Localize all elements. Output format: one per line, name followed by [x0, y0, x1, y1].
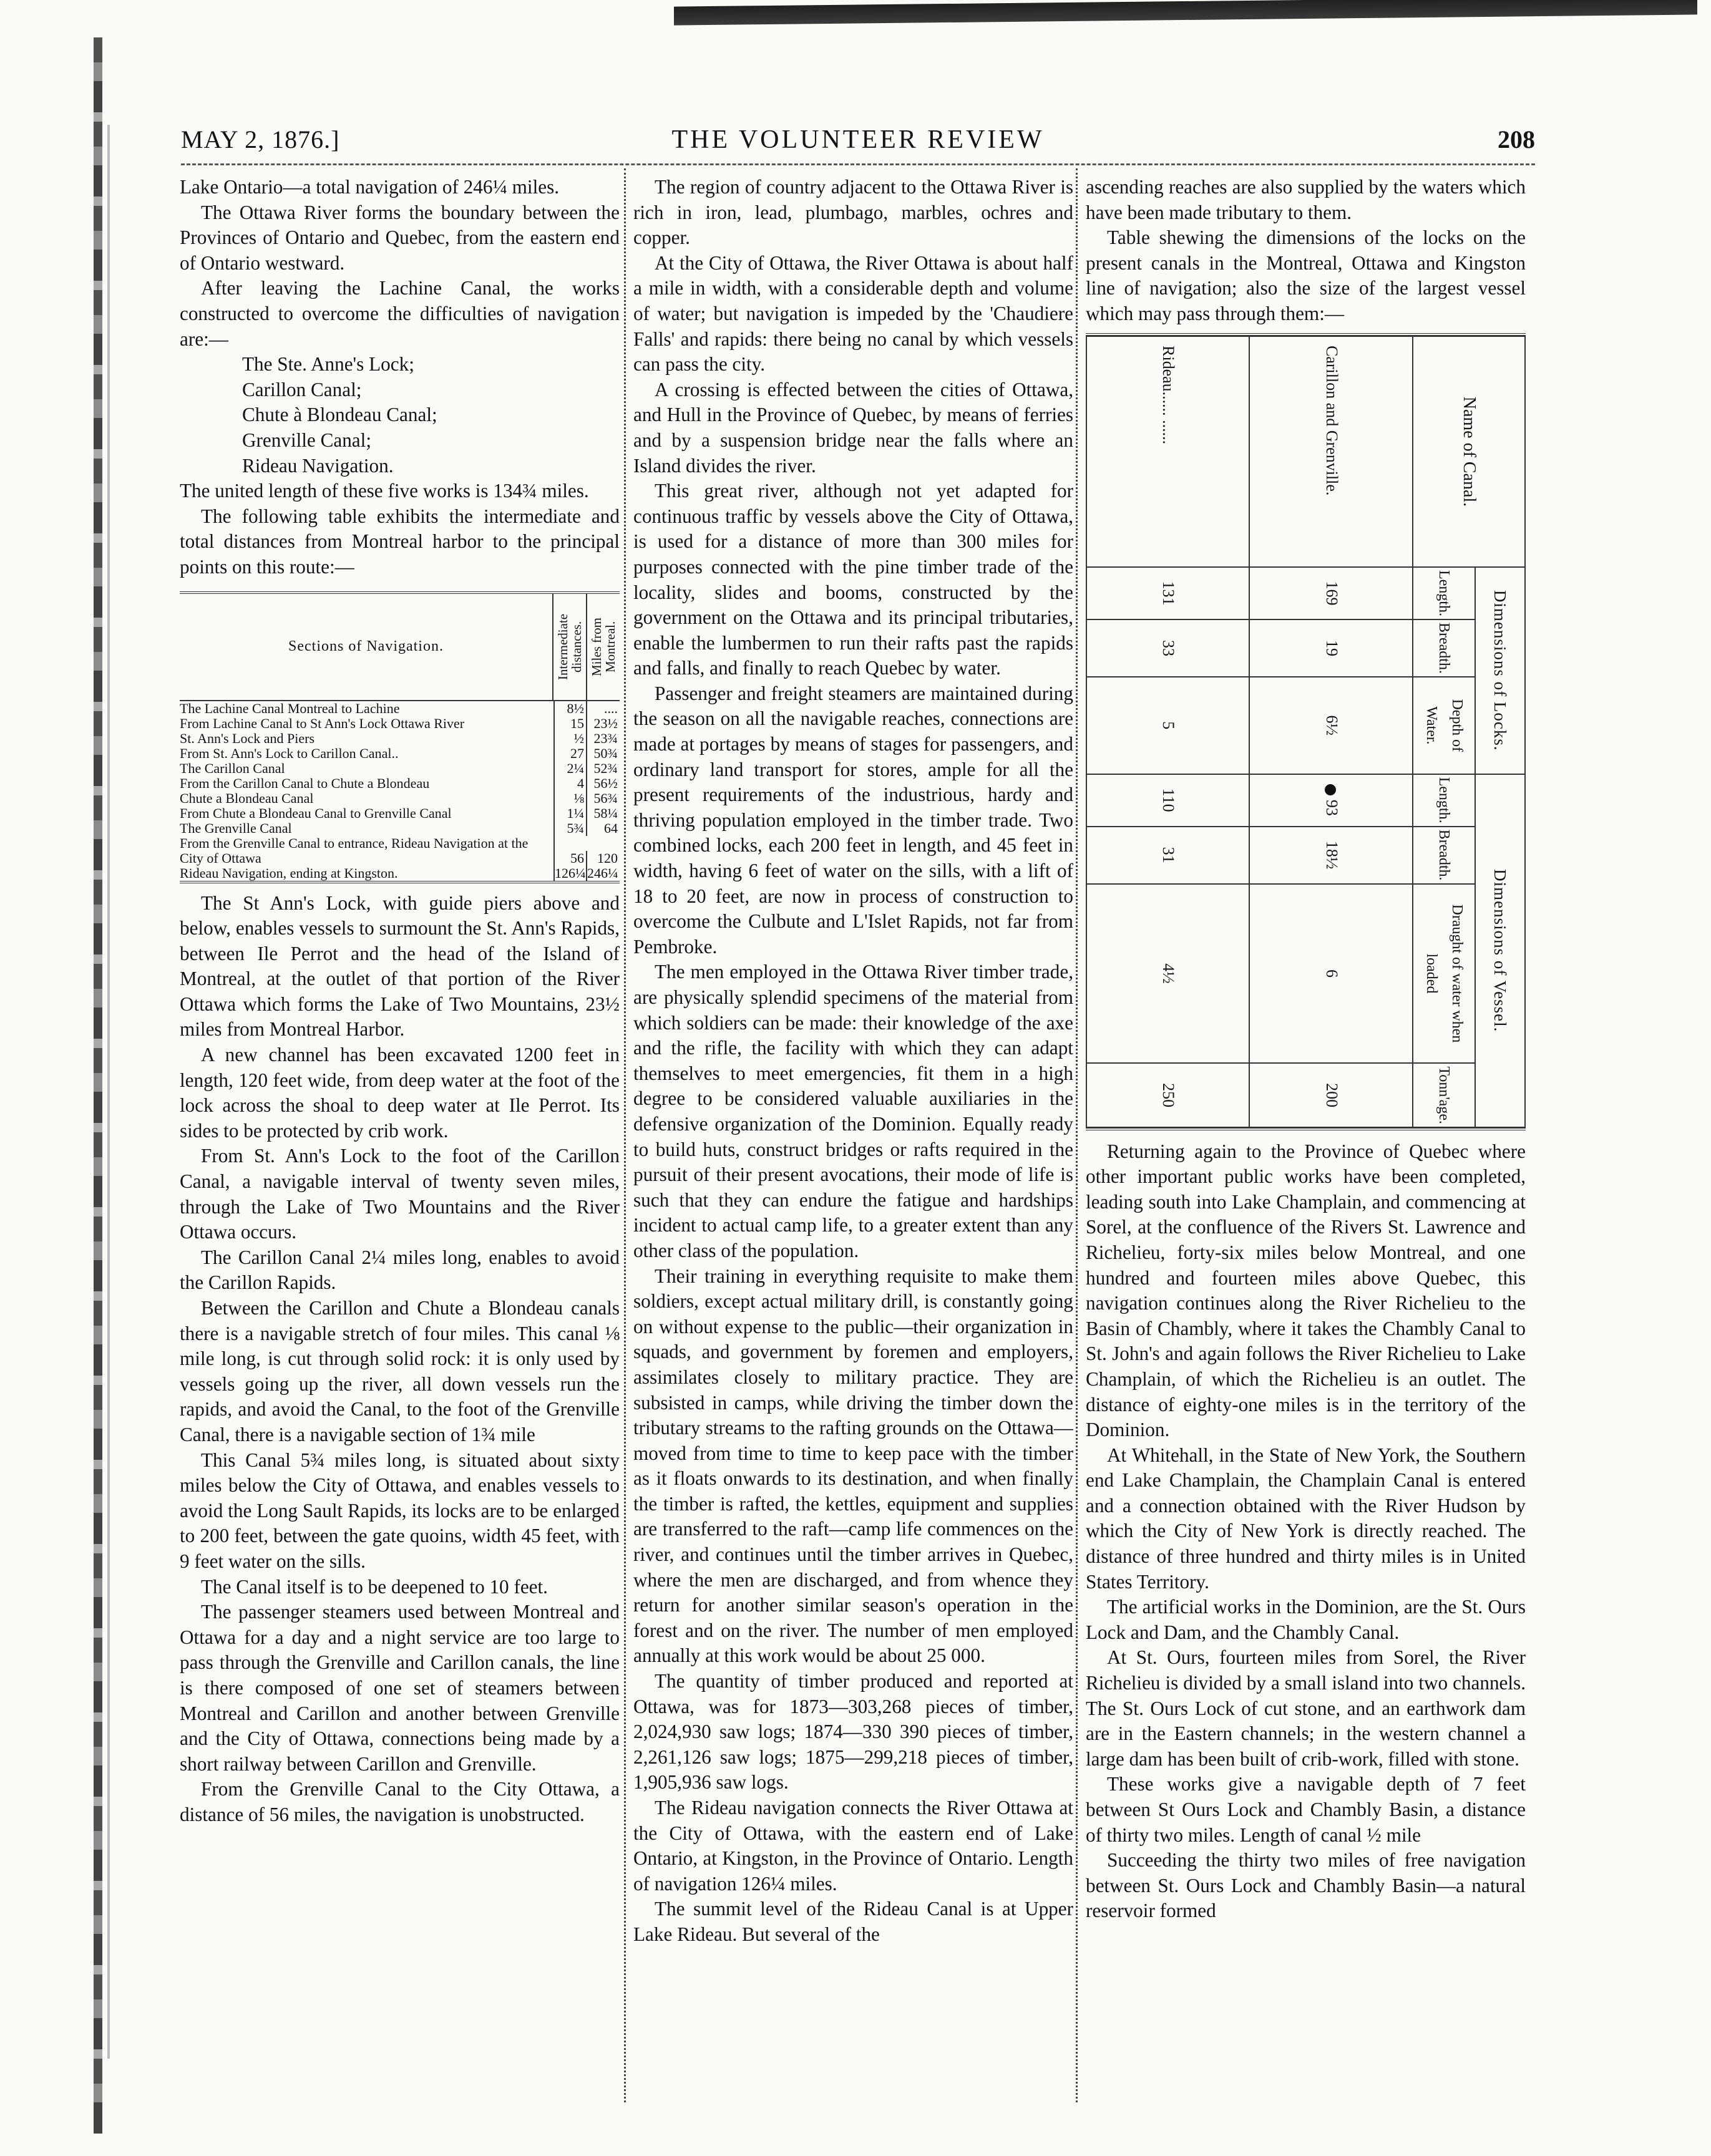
table-row	[180, 821, 620, 836]
draught: 4½	[1086, 883, 1250, 1063]
intermediate-distance: 4	[555, 776, 587, 791]
table-row	[180, 746, 620, 761]
paragraph: From the Grenville Canal to the City Ottawa, a distance of 56 miles, the navigation is unobstructed.	[180, 1778, 620, 1825]
locks-table-frame	[1086, 333, 1526, 1130]
paragraph: The following table exhibits the intermediate and total distances from Montreal harbor to the principal points on this route:—	[180, 505, 620, 578]
table-row	[180, 776, 620, 791]
intermediate-distance: ½	[555, 731, 587, 746]
paragraph: These works give a navigable depth of 7 feet between St Ours Lock and Chambly Basin, a distance of thirty two miles. Length of canal ½ mile	[1086, 1773, 1526, 1846]
paragraph: The summit level of the Rideau Canal is at Upper Lake Rideau. But several of the	[633, 1898, 1073, 1945]
total-distance: 120	[597, 850, 618, 866]
total-distance: 246¼	[587, 865, 618, 881]
tonnage: 200	[1250, 1063, 1413, 1127]
total-distance: 52¾	[593, 760, 618, 776]
section-name: Chute a Blondeau Canal	[180, 791, 555, 806]
paragraph: At Whitehall, in the State of New York, the Southern end Lake Champlain, the Champlain Canal is entered and a connection obtained with the River Hudson by which the City of New York is directly reached. The distance of three hundred and thirty miles is in United States Territory.	[1086, 1444, 1526, 1593]
canal-name: Rideau...... ......	[1086, 336, 1250, 567]
paragraph: A new channel has been excavated 1200 feet in length, 120 feet wide, from deep water at the foot of the lock across the shoal to deep water at Ile Perrot. Its sides to be protected by crib work.	[180, 1044, 620, 1142]
intermediate-distance: 126¼	[555, 866, 587, 881]
intermediate-distance: 2¼	[555, 761, 587, 776]
works-list	[180, 352, 620, 478]
distances-table	[180, 591, 620, 883]
paragraph: This great river, although not yet adapted for continuous traffic by vessels above the City of Ottawa, is used for a distance of more than 300 miles for purposes connected with the pine timber trade of the locality, slides and booms, constructed by the government on the Ottawa and its principal tributaries, enable the lumbermen to run their rafts past the rapids and falls, and finally to reach Quebec by water.	[633, 480, 1073, 679]
table-row	[1086, 336, 1250, 1127]
vessel-breadth: 18½	[1250, 826, 1413, 883]
depth-of-water: 5	[1086, 677, 1250, 774]
paragraph: At St. Ours, fourteen miles from Sorel, the River Richelieu is divided by a small island into two channels. The St. Ours Lock of cut stone, and an earthwork dam are in the Eastern channels; in the western channel a large dam has been built of crib-work, filled with stone.	[1086, 1646, 1526, 1770]
intermediate-distance: 15	[555, 716, 587, 731]
paragraph: The Canal itself is to be deepened to 10 feet.	[201, 1575, 548, 1598]
paragraph: The Rideau navigation connects the River Ottawa at the City of Ottawa, with the eastern end of Lake Ontario, at Kingston, in the Province of Ontario. Length of navigation 126¼ miles.	[633, 1797, 1073, 1895]
intermediate-distance: 27	[555, 746, 587, 761]
list-item: Grenville Canal;	[242, 429, 371, 451]
header-tonnage: Tonn'age.	[1413, 1063, 1475, 1127]
lock-breadth: 19	[1250, 619, 1413, 677]
table-row	[180, 701, 620, 716]
section-name: From the Grenville Canal to entrance, Rideau Navigation at the City of Ottawa	[180, 836, 555, 866]
lock-length: 131	[1086, 567, 1250, 619]
intermediate-distance: 8½	[555, 701, 587, 716]
total-distance: 58¼	[593, 805, 618, 821]
section-name: From the Carillon Canal to Chute a Blondeau	[180, 776, 555, 791]
total-distance: 23½	[593, 715, 618, 731]
paragraph: After leaving the Lachine Canal, the works constructed to overcome the difficulties of navigation are:—	[180, 277, 620, 350]
section-name: From St. Ann's Lock to Carillon Canal..	[180, 746, 555, 761]
paragraph: The passenger steamers used between Montreal and Ottawa for a day and a night service are too large to pass through the Grenville and Carillon canals, the line is there composed of one set of steamers between Montreal and Carillon and another between Grenville and the City of Ottawa, connections being made by a short railway between Carillon and Grenville.	[180, 1601, 620, 1775]
paragraph: The region of country adjacent to the Ottawa River is rich in iron, lead, plumbago, marbles, ochres and copper.	[633, 176, 1073, 249]
vessel-breadth: 31	[1086, 826, 1250, 883]
list-item: Rideau Navigation.	[242, 454, 394, 477]
lock-length: 169	[1250, 567, 1413, 619]
paragraph: A crossing is effected between the cities of Ottawa, and Hull in the Province of Quebec, by means of ferries and by a suspension bridge near the falls where an Island divides the river.	[633, 378, 1073, 477]
table-body	[180, 701, 620, 881]
section-name: The Lachine Canal Montreal to Lachine	[180, 701, 555, 716]
paragraph: The quantity of timber produced and reported at Ottawa, was for 1873—303,268 pieces of timber, 2,024,930 saw logs; 1874—330 390 pieces of timber, 2,261,126 saw logs; 1875—299,218 pieces of timber, 1,905,936 saw logs.	[633, 1670, 1073, 1794]
paragraph: Returning again to the Province of Quebec where other important public works have been completed, leading south into Lake Champlain, and commencing at Sorel, at the confluence of the Rivers St. Lawrence and Richelieu, forty-six miles below Montreal, and one hundred and fourteen miles above Quebec, this navigation continues along the River Richelieu to the Basin of Chambly, where it takes the Chambly Canal to St. John's and again follows the River Richelieu to Lake Champlain, of which the Richelieu is an outlet. The distance of eighty-one miles is in the territory of the Dominion.	[1086, 1140, 1526, 1441]
section-name: From Chute a Blondeau Canal to Grenville Canal	[180, 806, 555, 821]
header-dimensions-of-vessel: Dimensions of Vessel.	[1475, 774, 1525, 1127]
binding-edge-artifact	[94, 37, 102, 2134]
total-distance: ....	[604, 700, 618, 716]
header-depth-of-water: Depth of Water.	[1413, 677, 1475, 774]
paragraph: At the City of Ottawa, the River Ottawa is about half a mile in width, with a considerable depth and volume of water; but navigation is impeded by the 'Chaudiere Falls' and rapids: there being no canal by which vessels can pass the city.	[633, 251, 1073, 376]
section-name: From Lachine Canal to St Ann's Lock Ottawa River	[180, 716, 555, 731]
header-lock-length: Length.	[1413, 567, 1475, 619]
table-row	[1250, 336, 1413, 1127]
total-distance: 50¾	[593, 745, 618, 761]
canal-name: Carillon and Grenville.	[1250, 336, 1413, 567]
header-sections: Sections of Navigation.	[180, 594, 553, 700]
column-separator	[624, 168, 626, 2102]
paragraph: Succeeding the thirty two miles of free navigation between St. Ours Lock and Chambly Basin—a natural reservoir formed	[1086, 1849, 1526, 1922]
intermediate-distance: 5¾	[555, 821, 587, 836]
header-vessel-length: Length.	[1413, 774, 1475, 826]
header-total: Miles from Montreal.	[589, 617, 618, 676]
total-distance: 23¾	[593, 730, 618, 746]
paragraph: The St Ann's Lock, with guide piers above and below, enables vessels to surmount the St. Ann's Rapids, between Ile Perrot and the head of the Island of Montreal, at the outlet of that portion of the River Ottawa which forms the Lake of Two Mountains, 23½ miles from Montreal Harbor.	[180, 891, 620, 1041]
paragraph: Their training in everything requisite to make them soldiers, except actual military drill, is constantly going on without expense to the public—their organization in squads, and government by foremen and employers, assimilates closely to military practice. They are subsisted in camps, while driving the timber down the tributary streams to the rafting grounds on the Ottawa—moved from time to time to keep pace with the timber as it floats onwards to its destination, and when finally the timber is rafted, the kettles, equipment and supplies are transferred to the raft—camp life commences on the river, and continues until the timber arrives in Quebec, where the men are discharged, and from whence they return for another similar season's operation in the forest and on the river. The number of men employed annually at this work would be about 25 000.	[633, 1265, 1073, 1667]
scan-edge-artifact	[674, 0, 1697, 26]
table-row	[180, 836, 620, 866]
table-row	[180, 731, 620, 746]
column-separator	[1076, 168, 1078, 2102]
total-distance: 64	[604, 820, 618, 836]
column-2	[633, 175, 1073, 2084]
paragraph: The artificial works in the Dominion, are the St. Ours Lock and Dam, and the Chambly Canal.	[1086, 1596, 1526, 1643]
header-lock-breadth: Breadth.	[1413, 619, 1475, 677]
header-name-of-canal: Name of Canal.	[1413, 336, 1525, 567]
page-number: 208	[1498, 125, 1535, 153]
draught: 6	[1250, 883, 1413, 1063]
paragraph: From St. Ann's Lock to the foot of the Carillon Canal, a navigable interval of twenty seven miles, through the Lake of Two Mountains and the River Ottawa occurs.	[180, 1145, 620, 1243]
total-distance: 56½	[593, 775, 618, 791]
table-header	[180, 594, 620, 701]
paragraph: Between the Carillon and Chute a Blondeau canals there is a navigable stretch of four miles. This canal ⅛ mile long, is cut through solid rock: it is only used by vessels going up the river, all down vessels run the rapids, and avoid the Canal, to the foot of the Grenville Canal, there is a navigable section of 1¾ mile	[180, 1297, 620, 1445]
intermediate-distance: ⅛	[555, 791, 587, 806]
section-name: The Carillon Canal	[180, 761, 555, 776]
paragraph: The Carillon Canal 2¼ miles long, enables to avoid the Carillon Rapids.	[180, 1246, 620, 1294]
tonnage: 250	[1086, 1063, 1250, 1127]
header-draught: Draught of water when loaded	[1413, 883, 1475, 1063]
table-row	[180, 806, 620, 821]
ink-blot	[1325, 784, 1336, 795]
vessel-length: 110	[1086, 774, 1250, 826]
intermediate-distance: 1¼	[555, 806, 587, 821]
running-head	[181, 125, 1535, 160]
paragraph: The Ottawa River forms the boundary between the Provinces of Ontario and Quebec, from the eastern end of Ontario westward.	[180, 201, 620, 274]
table-row	[180, 761, 620, 776]
vessel-length-value: 93	[1322, 799, 1341, 816]
depth-of-water: 6½	[1250, 677, 1413, 774]
publication-title: THE VOLUNTEER REVIEW	[671, 125, 1045, 154]
paragraph: Table shewing the dimensions of the locks on the present canals in the Montreal, Ottawa and Kingston line of navigation; also the size of the largest vessel which may pass through them:—	[1086, 226, 1526, 324]
paragraph: Lake Ontario—a total navigation of 246¼ miles.	[180, 176, 560, 198]
table-row	[180, 866, 620, 881]
table-row	[180, 716, 620, 731]
header-intermediate: Intermediate distances.	[555, 613, 584, 680]
header-rule	[181, 163, 1535, 165]
table-row	[180, 791, 620, 806]
paragraph: The men employed in the Ottawa River timber trade, are physically splendid specimens of the material from which soldiers can be made: their knowledge of the axe and the rifle, the facility with which they can adapt themselves to meet emergencies, fit them in a high degree to be considered valuable auxiliaries in the defensive organization of the Dominion. Equally ready to build huts, construct bridges or rafts required in the pursuit of their present avocations, their mode of life is such that they can endure the fatigue and hardships incident to actual camp life, to a greater extent than any other class of the population.	[633, 961, 1073, 1261]
header-vessel-breadth: Breadth.	[1413, 826, 1475, 883]
paragraph: Passenger and freight steamers are maintained during the season on all the navigable reaches, connections are made at portages by means of stages for passengers, and ordinary land transport for stores, ample for all the present requirements of the industrious, hardy and thriving population employed in the timber trade. Two combined locks, each 200 feet in length, and 45 feet in width, having 6 feet of water on the sills, with a lift of 18 to 20 feet, are now in process of construction to overcome the Culbute and L'Islet Rapids, not far from Pembroke.	[633, 682, 1073, 958]
list-item: Carillon Canal;	[242, 378, 362, 401]
binding-shadow	[107, 125, 110, 2059]
column-3	[1086, 175, 1526, 2084]
section-name: St. Ann's Lock and Piers	[180, 731, 555, 746]
column-1	[180, 175, 620, 2084]
locks-table	[1086, 336, 1526, 1128]
issue-date: MAY 2, 1876.]	[181, 125, 340, 153]
paragraph: This Canal 5¾ miles long, is situated about sixty miles below the City of Ottawa, and enables vessels to avoid the Long Sault Rapids, its locks are to be enlarged to 200 feet, between the gate quoins, width 45 feet, with 9 feet water on the sills.	[180, 1449, 620, 1572]
list-item: The Ste. Anne's Lock;	[242, 353, 414, 376]
section-name: The Grenville Canal	[180, 821, 555, 836]
vessel-length	[1250, 774, 1413, 826]
intermediate-distance: 56	[555, 851, 587, 866]
list-item: Chute à Blondeau Canal;	[242, 404, 437, 426]
paragraph: The united length of these five works is 134¾ miles.	[180, 480, 589, 502]
paragraph: ascending reaches are also supplied by the waters which have been made tributary to them.	[1086, 176, 1526, 223]
header-dimensions-of-locks: Dimensions of Locks.	[1475, 567, 1525, 774]
total-distance: 56¾	[593, 790, 618, 806]
lock-breadth: 33	[1086, 619, 1250, 677]
section-name: Rideau Navigation, ending at Kingston.	[180, 866, 555, 881]
